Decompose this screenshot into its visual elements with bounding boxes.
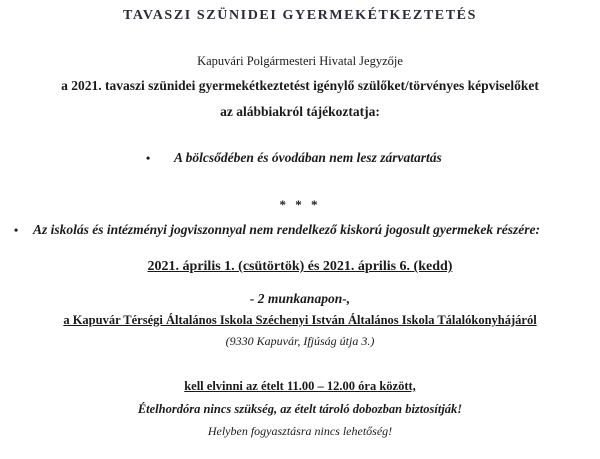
dates-line: 2021. április 1. (csütörtök) és 2021. április 6. (kedd) (147, 259, 453, 274)
bullet-text-children: Az iskolás és intézményi jogviszonnyal nem rendelkező kiskorú jogosult gyermekek részére: (33, 222, 541, 237)
intro-line-2: az alábbiakról tájékoztatja: (220, 104, 380, 119)
no-dine-in-note: Helyben fogyasztásra nincs lehetőség! (207, 424, 393, 438)
school-line: a Kapuvár Térségi Általános Iskola Széchenyi István Általános Iskola Tálalókonyhájáról (63, 313, 537, 327)
pickup-time-line: kell elvinni az ételt 11.00 – 12.00 óra között, (184, 379, 416, 393)
workdays-line: - 2 munkanapon-, (249, 291, 351, 306)
address-line: (9330 Kapuvár, Ifjúság útja 3.) (225, 334, 375, 348)
document-title: TAVASZI SZÜNIDEI GYERMEKÉTKEZTETÉS (123, 8, 477, 23)
bullet-icon: • (14, 223, 19, 237)
bullet-icon: • (146, 151, 151, 165)
bullet-text-nursery: A bölcsődében és óvodában nem lesz zárvatartás (174, 150, 442, 165)
container-note: Ételhordóra nincs szükség, az ételt tároló dobozban biztosítják! (137, 402, 463, 416)
intro-line-1: a 2021. tavaszi szünidei gyermekétkeztetést igénylő szülőket/törvényes képviselőket (61, 78, 539, 93)
issuer-line: Kapuvári Polgármesteri Hivatal Jegyzője (197, 54, 403, 68)
separator-stars: * * * (279, 197, 321, 212)
